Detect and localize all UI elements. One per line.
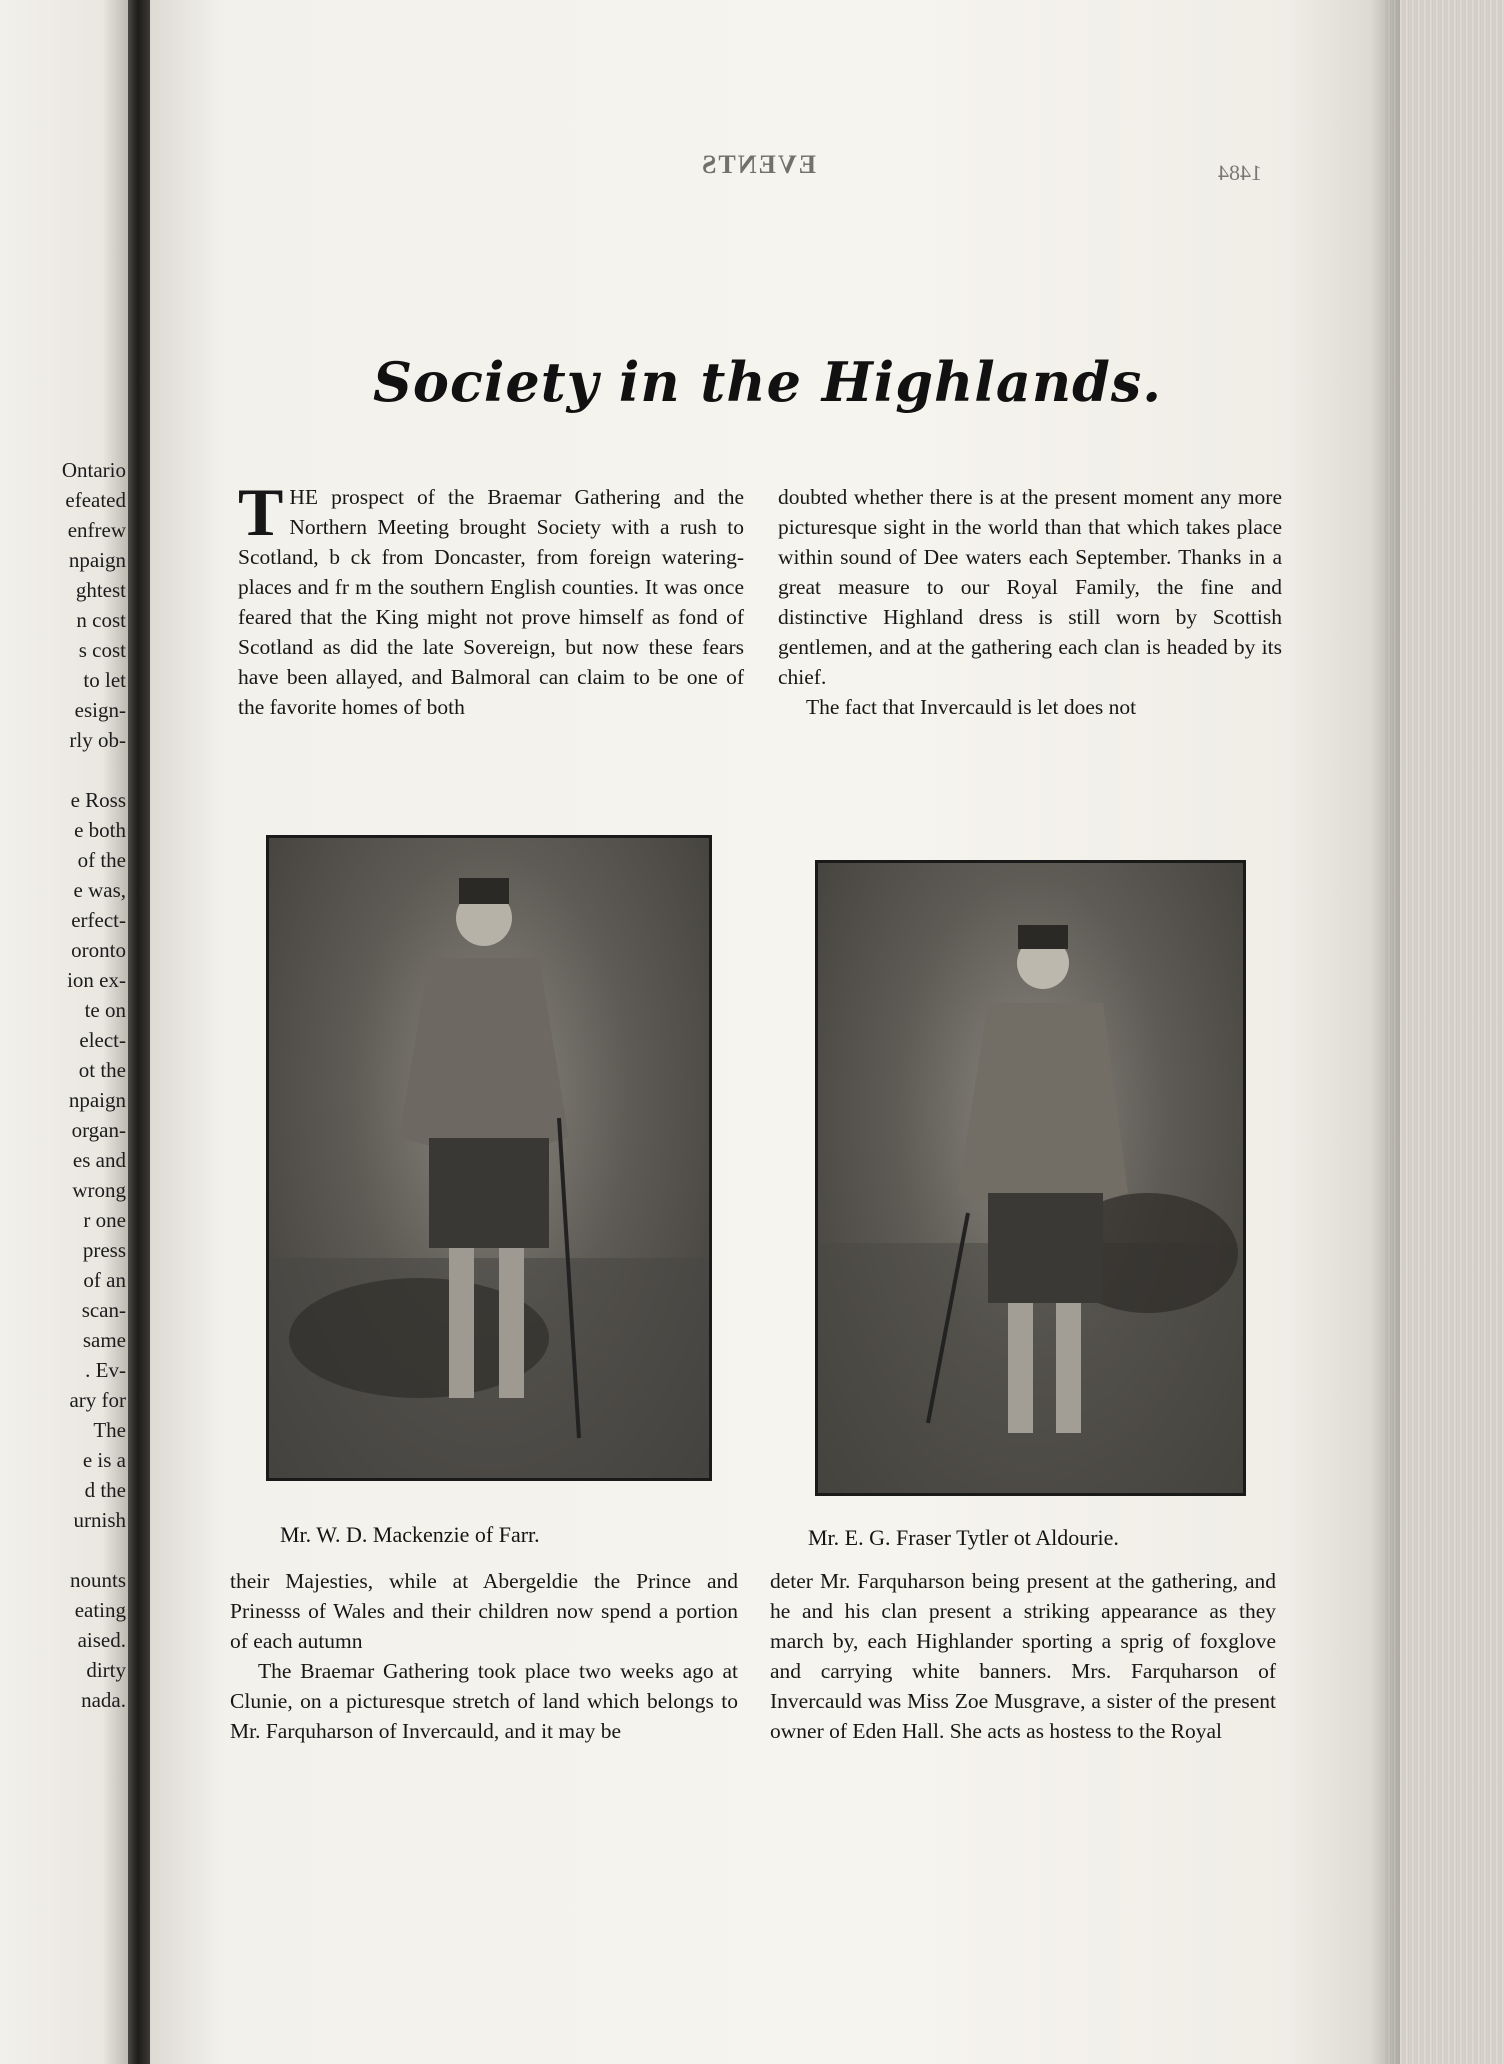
left-page-line: es and xyxy=(72,1148,126,1172)
left-page-line: s cost xyxy=(78,638,126,662)
left-page-line: erfect- xyxy=(71,908,126,932)
left-page-line: ot the xyxy=(78,1058,126,1082)
left-page-line: oronto xyxy=(71,938,126,962)
left-page-line: wrong xyxy=(72,1178,126,1202)
paragraph-text: their Majesties, while at Abergeldie the Prince and Prinesss of Wales and their children now spend a portion of each autumn xyxy=(230,1569,738,1653)
left-page-line: r one xyxy=(83,1208,126,1232)
left-page-line: elect- xyxy=(79,1028,126,1052)
left-page-line: organ- xyxy=(71,1118,126,1142)
drop-cap: T xyxy=(238,474,284,550)
column-2-top xyxy=(778,482,1282,722)
portrait-photo-fraser-tytler xyxy=(815,860,1246,1496)
left-page-line: dirty xyxy=(86,1658,126,1682)
left-page-line: ary for xyxy=(69,1388,126,1412)
edge-shadow xyxy=(1370,0,1400,2064)
left-page-line: enfrew xyxy=(67,518,126,542)
highlander-figure-image xyxy=(269,838,709,1478)
left-page-line: e both xyxy=(74,818,126,842)
left-facing-page xyxy=(0,0,128,2064)
paragraph-text: doubted whether there is at the present moment any more picturesque sight in the world than that which takes place within sound of Dee waters each September. Thanks in a great measure to our Royal Family, the fine and distinctive Highland dress is still worn by Scottish gentlemen, and at the gathering each clan is headed by its chief. xyxy=(778,485,1282,689)
bleed-through-header: EVENTS xyxy=(700,150,817,179)
article-title: Society in the Highlands. xyxy=(372,350,1163,414)
column-1-top xyxy=(238,474,744,722)
page-edges xyxy=(1385,0,1504,2064)
left-page-line: n cost xyxy=(76,608,126,632)
bleed-through-page-number: 1484 xyxy=(1218,160,1262,185)
left-page-line: scan- xyxy=(81,1298,126,1322)
paragraph-text: HE prospect of the Braemar Gathering and the Northern Meeting brought Society with a rush to Scotland, b ck from Doncaster, from foreign watering-places and fr m the southern English counties. It was once feared that the King might not prove himself as fond of Scotland as did the late Sovereign, but now these fears have been allayed, and Balmoral can claim to be one of the favorite homes of both xyxy=(238,485,744,719)
book-gutter xyxy=(128,0,150,2064)
column-2-bottom xyxy=(770,1566,1276,1746)
left-page-line: to let xyxy=(83,668,126,692)
left-page-line: press xyxy=(82,1238,126,1262)
left-page-line: e is a xyxy=(82,1448,126,1472)
left-page-line: nada. xyxy=(81,1688,126,1712)
left-page-line: eating xyxy=(74,1598,126,1622)
left-page-line: esign- xyxy=(74,698,126,722)
column-1-bottom xyxy=(230,1566,738,1746)
photo-caption-1: Mr. W. D. Mackenzie of Farr. xyxy=(280,1522,540,1547)
left-page-line: same xyxy=(82,1328,126,1352)
highlander-figure-image xyxy=(818,863,1243,1493)
paragraph-text: The Braemar Gathering took place two weeks ago at Clunie, on a picturesque stretch of land which belongs to Mr. Farquharson of Invercauld, and it may be xyxy=(230,1659,738,1743)
left-page-line: of an xyxy=(83,1268,126,1292)
left-page-line: npaign xyxy=(68,548,126,572)
left-page-line: urnish xyxy=(73,1508,126,1532)
left-page-line: e was, xyxy=(73,878,126,902)
paragraph-text: deter Mr. Farquharson being present at the gathering, and he and his clan present a striking appearance as they march by, each Highlander sporting a sprig of foxglove and carrying white banners. Mrs. Farquharson of Invercauld was Miss Zoe Musgrave, a sister of the present owner of Eden Hall. She acts as hostess to the Royal xyxy=(770,1569,1276,1743)
left-page-line: npaign xyxy=(68,1088,126,1112)
left-page-line: d the xyxy=(84,1478,126,1502)
paragraph-text: The fact that Invercauld is let does not xyxy=(806,695,1137,719)
photo-caption-2: Mr. E. G. Fraser Tytler ot Aldourie. xyxy=(808,1525,1119,1550)
left-page-line: rly ob- xyxy=(69,728,126,752)
left-page-line: e Ross xyxy=(70,788,126,812)
left-page-line: ion ex- xyxy=(67,968,126,992)
left-page-line: The xyxy=(93,1418,126,1442)
left-page-line: nounts xyxy=(69,1568,126,1592)
portrait-photo-mackenzie xyxy=(266,835,712,1481)
left-page-line: te on xyxy=(84,998,126,1022)
left-page-line: aised. xyxy=(77,1628,126,1652)
left-page-line: efeated xyxy=(65,488,126,512)
left-page-line: of the xyxy=(77,848,126,872)
left-page-line: ghtest xyxy=(75,578,126,602)
left-page-line: . Ev- xyxy=(85,1358,126,1382)
left-page-line: Ontario xyxy=(61,458,126,482)
